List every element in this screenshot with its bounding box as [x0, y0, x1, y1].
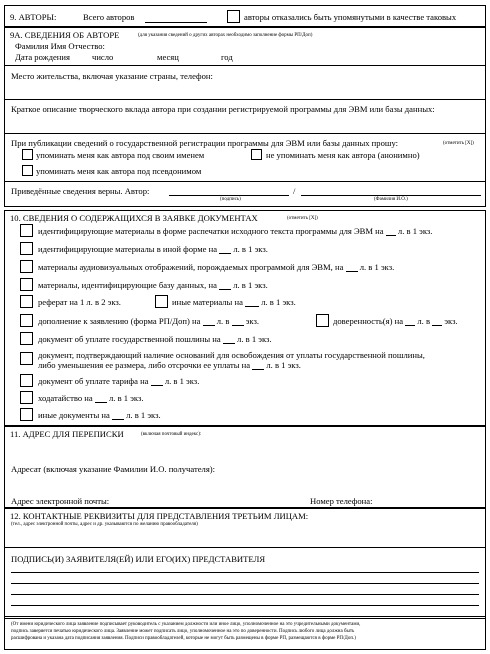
signature-line-1[interactable] — [11, 572, 479, 573]
doc-state-fee-label: документ об уплате государственной пошлины на — [38, 334, 221, 344]
dob-month-label: месяц — [157, 52, 179, 62]
section-9-title: 9. АВТОРЫ: — [10, 12, 57, 22]
doc-source-text-checkbox[interactable] — [20, 224, 33, 237]
doc-other-form-checkbox[interactable] — [20, 242, 33, 255]
doc-abstract-checkbox[interactable] — [20, 295, 33, 308]
section-11-note: (включая почтовый индекс): — [141, 432, 202, 437]
opt-pseudonym-checkbox[interactable] — [22, 165, 33, 176]
doc-fee-exemption-label-2: либо уменьшения ее размера, либо отсрочки ее уплаты на — [38, 360, 251, 370]
doc-tariff-label: документ об уплате тарифа на — [38, 376, 149, 386]
footer-note-3: расшифрована и указана дата подписания заявления. Подписи правообладателей, которые не могут быть размещены в форме РП, размещаются в форме РП/Доп.) — [11, 636, 356, 641]
section-11-address — [4, 426, 486, 508]
section-10-note: (отметить [X]) — [287, 216, 318, 221]
doc-petition-label: ходатайство на — [38, 393, 93, 403]
doc-database-checkbox[interactable] — [20, 278, 33, 291]
signature-line-2[interactable] — [11, 583, 479, 584]
section-9a-title: 9А. СВЕДЕНИЯ ОБ АВТОРЕ — [10, 30, 120, 40]
section-11-title: 11. АДРЕС ДЛЯ ПЕРЕПИСКИ — [10, 429, 124, 439]
signature-caption: (подпись) — [220, 197, 241, 202]
publication-note: (отметить [X]) — [443, 141, 474, 146]
dob-year-label: год — [221, 52, 233, 62]
footer-note-1: (От имени юридического лица заявление подписывает руководитель с указанием должности или иное лицо, уполномоченное на это учредительными документами, — [11, 622, 361, 627]
doc-fee-exemption-checkbox[interactable] — [20, 352, 33, 365]
doc-power-of-attorney-checkbox[interactable] — [316, 314, 329, 327]
opt-anonymous-label: не упоминать меня как автора (анонимно) — [266, 150, 420, 160]
authors-refused-label: авторы отказались быть упомянутыми в качестве таковых — [244, 12, 457, 22]
fio-label: Фамилия Имя Отчество: — [15, 41, 105, 51]
section-9a-author: 9А. СВЕДЕНИЯ ОБ АВТОРЕ (для указания сведений о других авторах необходимо заполнение формы РП/Доп) Фамилия Имя Отчество: Дата рождения число месяц год Место жительства, включая указание страны, телефон: Краткое описание творческого вклада автора при создании регистрируемой программы для ЭВМ или базы данных: При публикации сведений о государственной регистрации программы для ЭВМ или базы данных прошу: (отметить [X]) упоминать меня как автора под своим именем не упоминать меня как автора (анонимно) упоминать меня как автора под псевдонимом Приведённые сведения верны. Автор: / (подпись) (Фамилия И.О.) — [4, 27, 486, 207]
addressee-label: Адресат (включая указание Фамилии И.О. получателя): — [11, 464, 216, 474]
section-9a-note: (для указания сведений о других авторах необходимо заполнение формы РП/Доп) — [138, 33, 313, 38]
section-10-title: 10. СВЕДЕНИЯ О СОДЕРЖАЩИХСЯ В ЗАЯВКЕ ДОКУМЕНТАХ — [10, 213, 258, 223]
author-signature-field[interactable] — [169, 195, 289, 196]
contribution-label: Краткое описание творческого вклада автора при создании регистрируемой программы для ЭВМ или базы данных: — [11, 104, 435, 114]
opt-own-name-label: упоминать меня как автора под своим именем — [36, 150, 205, 160]
total-authors-label: Всего авторов — [83, 12, 135, 22]
confirm-label: Приведённые сведения верны. Автор: — [11, 186, 150, 196]
publication-label: При публикации сведений о государственной регистрации программы для ЭВМ или базы данных прошу: — [11, 138, 399, 148]
section-12-title: 12. КОНТАКТНЫЕ РЕКВИЗИТЫ ДЛЯ ПРЕДСТАВЛЕНИЯ ТРЕТЬИМ ЛИЦАМ: — [10, 511, 309, 521]
section-12-contacts — [4, 508, 486, 650]
doc-other-materials-checkbox[interactable] — [155, 295, 168, 308]
opt-anonymous-checkbox[interactable] — [251, 149, 262, 160]
doc-other-docs-checkbox[interactable] — [20, 408, 33, 421]
author-fio-field[interactable] — [301, 195, 481, 196]
signature-title: ПОДПИСЬ(И) ЗАЯВИТЕЛЯ(ЕЙ) ИЛИ ЕГО(ИХ) ПРЕДСТАВИТЕЛЯ — [11, 554, 266, 564]
doc-supplement-label: дополнение к заявлению (форма РП/Доп) на — [38, 316, 201, 326]
doc-abstract-label: реферат на 1 л. в 2 экз. — [38, 297, 121, 307]
section-9-authors — [4, 5, 486, 27]
doc-petition-checkbox[interactable] — [20, 391, 33, 404]
residence-label: Место жительства, включая указание страны, телефон: — [11, 71, 213, 81]
fio-caption: (Фамилия И.О.) — [374, 197, 408, 202]
doc-audiovisual-checkbox[interactable] — [20, 260, 33, 273]
opt-pseudonym-label: упоминать меня как автора под псевдонимом — [36, 166, 202, 176]
doc-other-form-label: идентифицирующие материалы в иной форме на — [38, 244, 218, 254]
doc-source-text-label: идентифицирующие материалы в форме распечатки исходного текста программы для ЭВМ на — [38, 226, 384, 236]
doc-other-materials-label: иные материалы на — [172, 297, 243, 307]
phone-label: Номер телефона: — [310, 496, 373, 506]
total-authors-field[interactable] — [145, 22, 207, 23]
doc-fee-exemption-label: документ, подтверждающий наличие оснований для освобождения от уплаты государственной пошлины, — [38, 350, 425, 360]
doc-power-of-attorney-label: доверенность(я) на — [333, 316, 404, 326]
authors-refused-checkbox[interactable] — [227, 10, 240, 23]
doc-database-label: материалы, идентифицирующие базу данных, на — [38, 280, 217, 290]
form-page — [4, 2, 486, 650]
email-label: Адрес электронной почты: — [11, 496, 110, 506]
doc-tariff-checkbox[interactable] — [20, 374, 33, 387]
section-12-note: (тел., адрес электронной почты, адрес и др. указываются по желанию правообладателя) — [11, 522, 198, 527]
section-10-documents: 10. СВЕДЕНИЯ О СОДЕРЖАЩИХСЯ В ЗАЯВКЕ ДОКУМЕНТАХ (отметить [X]) идентифицирующие материалы в форме распечатки исходного текста программы для ЭВМ на л. в 1 экз. идентифицирующие материалы в иной форме на л. в 1 экз. материалы аудиовизуальных отображений, порождаемых программой для ЭВМ, на л. в 1 экз. материалы, идентифицирующие базу данных, на л. в 1 экз. реферат на 1 л. в 2 экз. иные материалы на л. в 1 экз. дополнение к заявлению (форма РП/Доп) на л. в экз. доверенность(я) на л. в экз. документ об уплате государственной пошлины на л. в 1 экз. документ, подтверждающий наличие оснований для освобождения от уплаты государственной пошлины, либо уменьшения ее размера, либо отсрочки ее уплаты на л. в 1 экз. документ об уплате тарифа на л. в 1 экз. ходатайство на л. в 1 экз. иные документы на л. в 1 экз. — [4, 210, 486, 426]
dob-label: Дата рождения — [15, 52, 70, 62]
doc-state-fee-checkbox[interactable] — [20, 332, 33, 345]
doc-audiovisual-label: материалы аудиовизуальных отображений, порождаемых программой для ЭВМ, на — [38, 262, 344, 272]
opt-own-name-checkbox[interactable] — [22, 149, 33, 160]
signature-line-3[interactable] — [11, 594, 479, 595]
footer-note-2: подпись заверяется печатью юридического лица. Заявление может подписать лицо, уполномоченное на это по доверенности. Подпись любого лица должна быть — [11, 629, 355, 634]
doc-supplement-checkbox[interactable] — [20, 314, 33, 327]
dob-day-label: число — [92, 52, 114, 62]
doc-other-docs-label: иные документы на — [38, 410, 110, 420]
signature-line-4[interactable] — [11, 605, 479, 606]
